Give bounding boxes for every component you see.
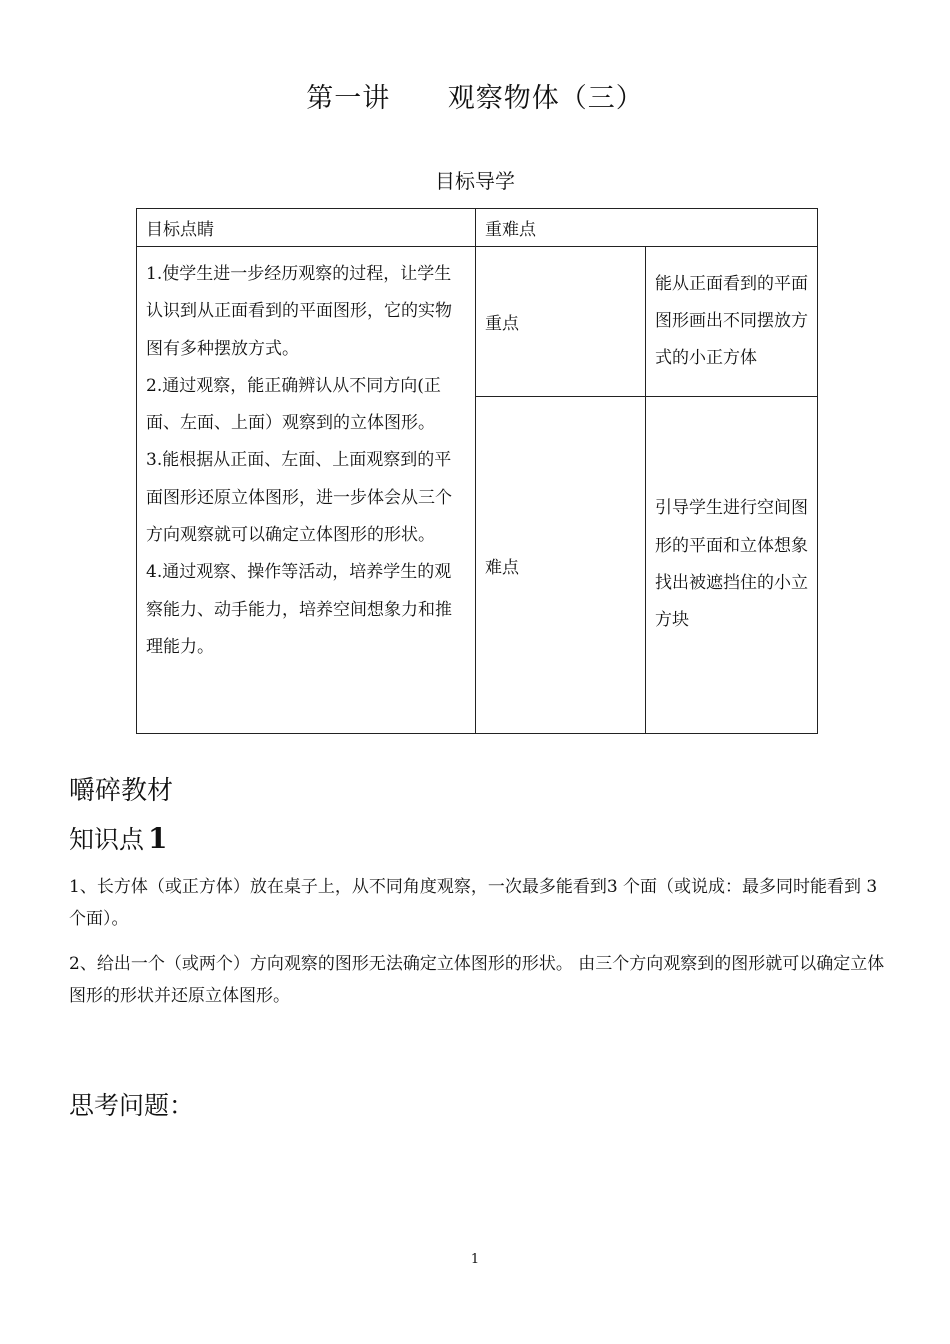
knowledge-heading: 嚼碎教材 [69,776,174,806]
paragraph-1: 1、长方体（或正方体）放在桌子上，从不同角度观察，一次最多能看到3 个面（或说成：最多同时能看到 3 个面）。 [69,877,878,929]
goals-list [137,247,476,734]
header-key-points: 重难点 [476,209,818,247]
goals-table [136,208,818,734]
goal-item: 4.通过观察、操作等活动，培养学生的观察能力、动手能力，培养空间想象力和推理能力。 [146,562,452,657]
knowledge-point-heading [69,820,168,856]
goal-item: 3.能根据从正面、左面、上面观察到的平面图形还原立体图形，进一步体会从三个方向观察就可以确定立体图形的形状。 [146,450,452,546]
section-title: 目标导学 [435,169,515,193]
goal-item: 1.使学生进一步经历观察的过程，让学生认识到从正面看到的平面图形，它的实物图有多种摆放方式。 [146,264,452,359]
knowledge-point-number: 1 [148,822,168,855]
knowledge-point-label: 知识点 [69,825,145,854]
page-number: 1 [470,1252,480,1267]
difficult-label: 难点 [476,397,646,734]
key-content: 能从正面看到的平面图形画出不同摆放方式的小正方体 [646,247,818,397]
page-title: 第一讲 观察物体（三） [306,83,644,114]
key-label: 重点 [476,247,646,397]
goal-item: 2.通过观察，能正确辨认从不同方向(正面、左面、上面）观察到的立体图形。 [146,375,441,434]
difficult-content: 引导学生进行空间图形的平面和立体想象找出被遮挡住的小立方块 [646,397,818,734]
header-goals: 目标点睛 [137,209,476,247]
think-heading: 思考问题： [69,1091,195,1120]
paragraph-2: 2、给出一个（或两个）方向观察的图形无法确定立体图形的形状。 由三个方向观察到的图形就可以确定立体图形的形状并还原立体图形。 [69,954,885,1006]
